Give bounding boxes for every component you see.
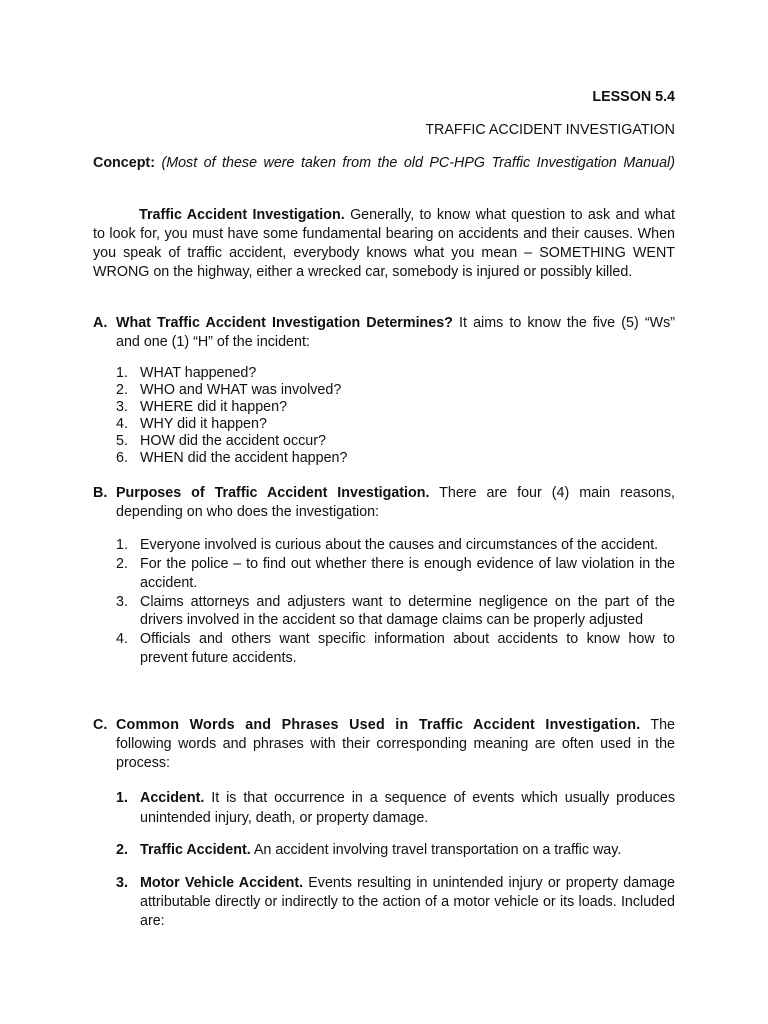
section-c-title: Common Words and Phrases Used in Traffic Accident Investigation. bbox=[116, 717, 641, 733]
list-number: 3. bbox=[116, 593, 128, 610]
definition-number: 3. bbox=[116, 875, 128, 891]
list-text: WHY did it happen? bbox=[140, 416, 267, 432]
concept-paragraph bbox=[93, 153, 675, 173]
definition-term: Motor Vehicle Accident. bbox=[140, 875, 304, 891]
list-text: WHO and WHAT was involved? bbox=[140, 382, 342, 398]
section-a-heading bbox=[93, 314, 675, 352]
section-b-paragraph bbox=[116, 484, 675, 522]
list-number: 3. bbox=[116, 399, 128, 415]
section-a-marker: A. bbox=[93, 315, 108, 331]
list-text: WHAT happened? bbox=[140, 365, 257, 381]
section-c-text: The following words and phrases with their corresponding meaning are often used in the process: bbox=[116, 717, 675, 771]
section-b-heading bbox=[93, 484, 675, 522]
definition-term: Traffic Accident. bbox=[140, 842, 251, 858]
section-a-paragraph bbox=[116, 314, 675, 352]
list-text: Claims attorneys and adjusters want to determine negligence on the part of the drivers involved in the accident so that damage claims can be properly adjusted bbox=[140, 593, 675, 628]
definition-number: 2. bbox=[116, 842, 128, 858]
list-number: 6. bbox=[116, 450, 128, 466]
concept-text: (Most of these were taken from the old PC-HPG Traffic Investigation Manual) bbox=[161, 155, 675, 171]
list-item bbox=[116, 433, 675, 450]
definition-item bbox=[116, 841, 675, 860]
list-item bbox=[116, 416, 675, 433]
list-item bbox=[116, 630, 675, 667]
list-number: 5. bbox=[116, 433, 128, 449]
list-number: 1. bbox=[116, 537, 128, 553]
list-text: Everyone involved is curious about the causes and circumstances of the accident. bbox=[140, 537, 659, 553]
intro-heading: Traffic Accident Investigation. bbox=[139, 207, 345, 223]
list-item bbox=[116, 450, 675, 467]
definition-text: An accident involving travel transportation on a traffic way. bbox=[253, 842, 622, 858]
list-item bbox=[116, 382, 675, 399]
section-a-text: It aims to know the five (5) “Ws” and one (1) “H” of the incident: bbox=[116, 315, 675, 350]
section-b-marker: B. bbox=[93, 485, 108, 501]
list-text: Officials and others want specific information about accidents to know how to prevent future accidents. bbox=[140, 631, 675, 666]
section-b-text: There are four (4) main reasons, depending on who does the investigation: bbox=[116, 485, 675, 520]
list-item bbox=[116, 399, 675, 416]
section-a-list bbox=[116, 365, 675, 467]
concept-label: Concept: bbox=[93, 155, 155, 171]
section-c-paragraph bbox=[116, 716, 675, 773]
definition-text: It is that occurrence in a sequence of events which usually produces unintended injury, death, or property damage. bbox=[140, 790, 675, 826]
list-item bbox=[116, 555, 675, 592]
section-b-title: Purposes of Traffic Accident Investigation. bbox=[116, 485, 430, 501]
section-b-list bbox=[116, 536, 675, 667]
list-item bbox=[116, 536, 675, 555]
list-number: 1. bbox=[116, 365, 128, 381]
lesson-title: TRAFFIC ACCIDENT INVESTIGATION bbox=[425, 122, 675, 138]
list-text: HOW did the accident occur? bbox=[140, 433, 326, 449]
list-number: 4. bbox=[116, 416, 128, 432]
intro-text: Generally, to know what question to ask and what to look for, you must have some fundamental bearing on accidents and their causes. When you speak of traffic accident, everybody knows what you mean – SOMETHING WENT WRONG on the highway, either a wrecked car, somebody is injured or possibly killed. bbox=[93, 207, 675, 280]
section-c-marker: C. bbox=[93, 717, 108, 733]
list-item bbox=[116, 365, 675, 382]
list-text: WHERE did it happen? bbox=[140, 399, 288, 415]
intro-paragraph bbox=[93, 206, 675, 282]
definition-item bbox=[116, 788, 675, 828]
list-number: 2. bbox=[116, 556, 128, 572]
definition-item bbox=[116, 874, 675, 931]
lesson-number: LESSON 5.4 bbox=[592, 89, 675, 105]
list-text: For the police – to find out whether there is enough evidence of law violation in the accident. bbox=[140, 556, 675, 591]
section-a-title: What Traffic Accident Investigation Determines? bbox=[116, 315, 453, 331]
section-c-heading bbox=[93, 716, 675, 773]
definition-text: Events resulting in unintended injury or property damage attributable directly or indirectly to the action of a motor vehicle or its loads. Included are: bbox=[140, 875, 675, 929]
definition-term: Accident. bbox=[140, 790, 205, 806]
list-text: WHEN did the accident happen? bbox=[140, 450, 348, 466]
list-item bbox=[116, 593, 675, 630]
definition-number: 1. bbox=[116, 790, 128, 806]
list-number: 4. bbox=[116, 631, 128, 647]
list-number: 2. bbox=[116, 382, 128, 398]
